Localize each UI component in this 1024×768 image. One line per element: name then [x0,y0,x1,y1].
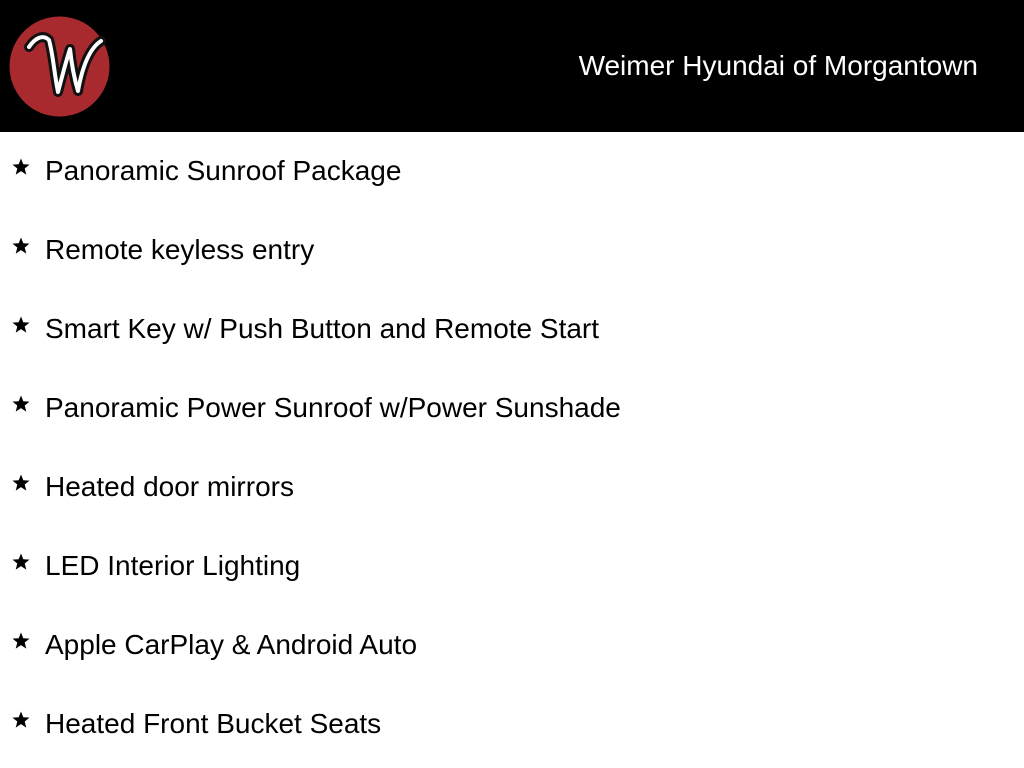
star-icon [11,473,31,493]
feature-item [0,606,1024,685]
dealer-header [0,0,1024,132]
feature-label: Remote keyless entry [45,234,315,265]
star-icon [11,631,31,651]
feature-item [0,448,1024,527]
star-icon [11,315,31,335]
dealer-name: Weimer Hyundai of Morgantown [578,50,978,81]
feature-label: Panoramic Sunroof Package [45,155,402,186]
star-icon [11,236,31,256]
feature-item [0,527,1024,606]
star-icon [11,710,31,730]
feature-list [0,132,1024,764]
feature-item [0,369,1024,448]
dealer-logo-icon [9,16,110,117]
feature-item [0,685,1024,764]
feature-label: Heated Front Bucket Seats [45,708,382,739]
star-icon [11,394,31,414]
star-icon [11,157,31,177]
feature-label: Smart Key w/ Push Button and Remote Start [45,313,600,344]
feature-item [0,132,1024,211]
feature-label: Apple CarPlay & Android Auto [45,629,418,660]
feature-label: Panoramic Power Sunroof w/Power Sunshade [45,392,621,423]
feature-item [0,290,1024,369]
feature-label: Heated door mirrors [45,471,294,502]
star-icon [11,552,31,572]
feature-label: LED Interior Lighting [45,550,301,581]
feature-item [0,211,1024,290]
